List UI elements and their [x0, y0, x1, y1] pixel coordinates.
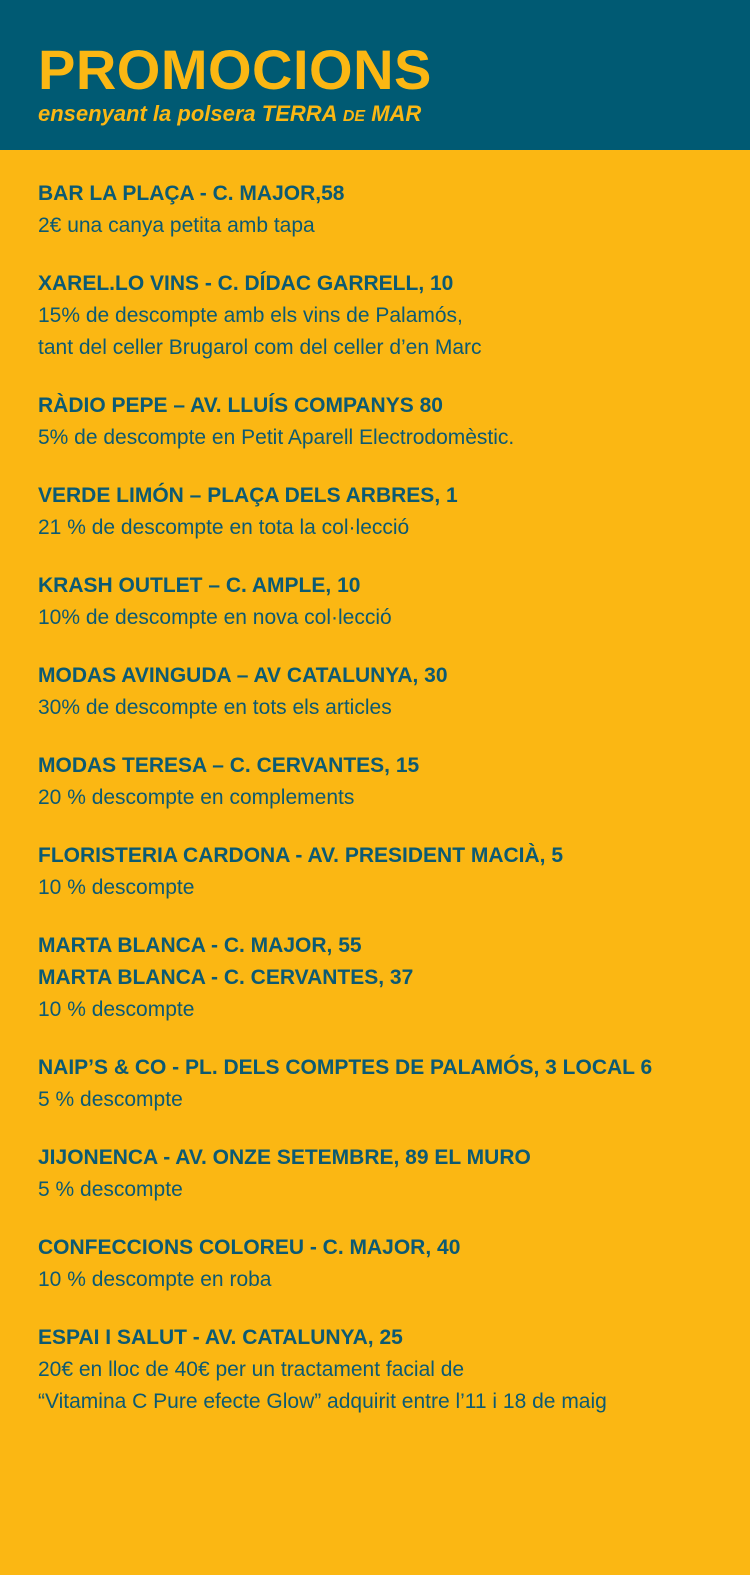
promo-business: MARTA BLANCA - C. CERVANTES, 37	[38, 966, 414, 989]
promo-business: MARTA BLANCA - C. MAJOR, 55	[38, 934, 362, 957]
promo-description: 2€ una canya petita amb tapa	[38, 214, 315, 237]
subtitle-text-start: ensenyant la polsera TERRA	[38, 101, 343, 126]
promo-description: 21 % de descompte en tota la col·lecció	[38, 516, 410, 539]
promo-item	[38, 570, 730, 634]
promo-business: RÀDIO PEPE – AV. LLUÍS COMPANYS 80	[38, 394, 443, 417]
promo-item	[38, 480, 730, 544]
promo-item	[38, 930, 730, 1026]
promo-business: VERDE LIMÓN – PLAÇA DELS ARBRES, 1	[38, 484, 458, 507]
promo-item	[38, 1142, 730, 1206]
header-banner	[0, 0, 750, 150]
page-title: PROMOCIONS	[38, 38, 432, 101]
promo-business: FLORISTERIA CARDONA - AV. PRESIDENT MACIÀ, 5	[38, 844, 564, 867]
promo-business: XAREL.LO VINS - C. DÍDAC GARRELL, 10	[38, 272, 454, 295]
promo-business: JIJONENCA - AV. ONZE SETEMBRE, 89 EL MURO	[38, 1146, 531, 1169]
promo-item	[38, 178, 730, 242]
promo-description: 15% de descompte amb els vins de Palamós,	[38, 304, 463, 327]
promo-business: NAIP’S & CO - PL. DELS COMPTES DE PALAMÓS, 3 LOCAL 6	[38, 1056, 653, 1079]
promo-description: 5 % descompte	[38, 1088, 183, 1111]
promo-description: 10 % descompte en roba	[38, 1268, 272, 1291]
promo-description: 10% de descompte en nova col·lecció	[38, 606, 392, 629]
promo-item	[38, 840, 730, 904]
promo-business: MODAS TERESA – C. CERVANTES, 15	[38, 754, 420, 777]
promo-business: ESPAI I SALUT - AV. CATALUNYA, 25	[38, 1326, 403, 1349]
promo-item	[38, 390, 730, 454]
promo-business: MODAS AVINGUDA – AV CATALUNYA, 30	[38, 664, 448, 687]
subtitle-text-de: DE	[342, 108, 366, 125]
promo-item	[38, 1052, 730, 1116]
promo-item	[38, 660, 730, 724]
promo-description: 10 % descompte	[38, 876, 195, 899]
promo-business: CONFECCIONS COLOREU - C. MAJOR, 40	[38, 1236, 461, 1259]
promo-business: BAR LA PLAÇA - C. MAJOR,58	[38, 182, 345, 205]
page-subtitle	[38, 102, 750, 129]
promo-description: 30% de descompte en tots els articles	[38, 696, 392, 719]
promotions-list	[0, 150, 750, 1418]
promo-description: 5% de descompte en Petit Aparell Electrodomèstic.	[38, 426, 515, 449]
promo-item	[38, 750, 730, 814]
promo-description: “Vitamina C Pure efecte Glow” adquirit entre l’11 i 18 de maig	[38, 1390, 607, 1413]
promo-description: 20€ en lloc de 40€ per un tractament facial de	[38, 1358, 465, 1381]
promo-description: 10 % descompte	[38, 998, 195, 1021]
promo-description: tant del celler Brugarol com del celler d’en Marc	[38, 336, 482, 359]
promo-item	[38, 268, 730, 364]
promo-description: 5 % descompte	[38, 1178, 183, 1201]
subtitle-text-end: MAR	[365, 101, 422, 126]
promo-business: KRASH OUTLET – C. AMPLE, 10	[38, 574, 361, 597]
promo-item	[38, 1232, 730, 1296]
promo-item	[38, 1322, 730, 1418]
promo-description: 20 % descompte en complements	[38, 786, 355, 809]
